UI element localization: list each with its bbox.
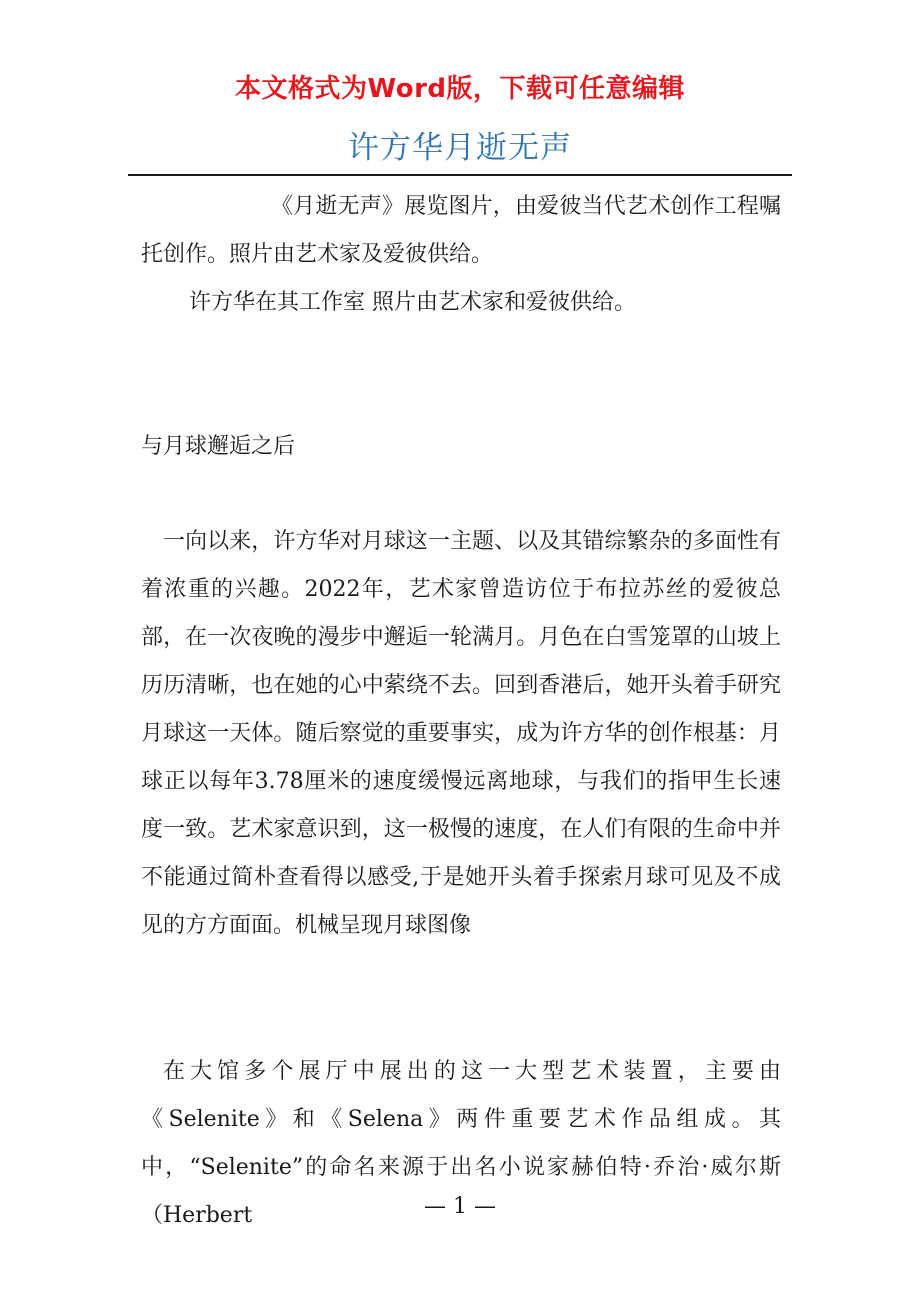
document-title: 许方华月逝无声 [348, 130, 572, 166]
format-banner: 本文格式为Word版，下载可任意编辑 [234, 74, 686, 104]
page-number: — 1 — [424, 1194, 496, 1219]
photo-caption-exhibition: 《月逝无声》展览图片，由爱彼当代艺术创作工程嘱托创作。照片由艺术家及爱彼供给。 [141, 194, 781, 267]
title-divider [128, 174, 792, 176]
photo-caption-studio: 许方华在其工作室 照片由艺术家和爱彼供给。 [189, 290, 636, 315]
body-paragraph-installation: 在大馆多个展厅中展出的这一大型艺术装置，主要由《Selenite》和《Selena》两件重要艺术作品组成。其中，“Selenite”的命名来源于出名小说家赫伯特·乔治·威尔斯（Herbert [141, 1059, 781, 1228]
section-heading: 与月球邂逅之后 [141, 434, 296, 459]
body-paragraph-moon: 一向以来，许方华对月球这一主题、以及其错综繁杂的多面性有着浓重的兴趣。2022年，艺术家曾造访位于布拉苏丝的爱彼总部，在一次夜晚的漫步中邂逅一轮满月。月色在白雪笼罩的山坡上历历清晰，也在她的心中萦绕不去。回到香港后，她开头着手研究月球这一天体。随后察觉的重要事实，成为许方华的创作根基：月球正以每年3.78厘米的速度缓慢远离地球，与我们的指甲生长速度一致。艺术家意识到，这一极慢的速度，在人们有限的生命中并不能通过简朴查看得以感受,于是她开头着手探索月球可见及不成见的方方面面。机械呈现月球图像 [141, 529, 781, 938]
